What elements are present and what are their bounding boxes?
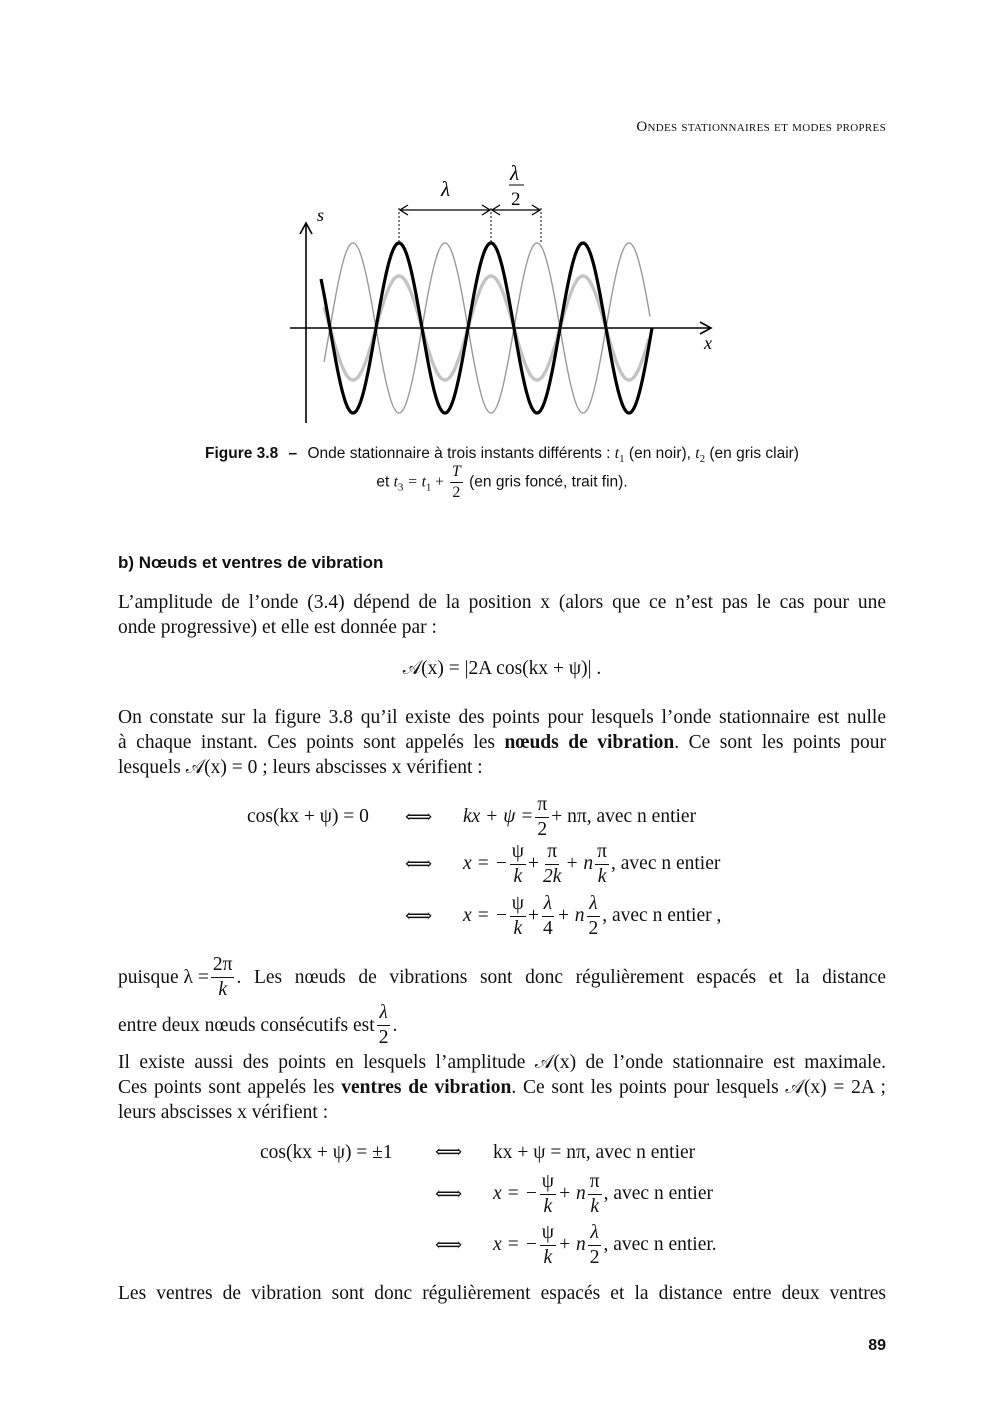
antinodes-eq-row3: ⟺ x = − $\frac{\psi}{k}$ + n $\frac{\lambda}{2}$ , avec n entier. — [435, 1222, 717, 1268]
nodes-eq-row2: ⟺ x = − $\frac{\psi}{k}$ + $\frac{\pi}{2k}$ + n $\frac{\pi}{k}$ , avec n entier — [405, 841, 721, 887]
paragraph-4: Il existe aussi des points en lesquels l’amplitude 𝒜(x) de l’onde stationnaire est maximale. Ces points sont appelés les ventres de vibration. Ce sont les points pour lesquels 𝒜(x) = 2A ; leurs abscisses x vérifient : — [118, 1052, 886, 1123]
axis-s-label: s — [317, 205, 325, 225]
section-title: b) Nœuds et ventres de vibration — [118, 553, 384, 572]
half-lambda-num: λ — [510, 161, 520, 185]
paragraph-5: Les ventres de vibration sont donc régulièrement espacés et la distance entre deux ventres — [118, 1283, 886, 1304]
paragraph-2: On constate sur la figure 3.8 qu’il existe des points pour lesquels l’onde stationnaire est nulle à chaque instant. Ces points sont appelés les nœuds de vibration. Ce sont les points pour lesquels 𝒜(x) = 0 ; leurs abscisses x vérifient : — [118, 707, 886, 778]
amplitude-equation: 𝒜(x) = |2A cos(kx + ψ)| . — [402, 658, 602, 679]
axis-x-label: x — [704, 333, 712, 353]
paragraph-1: L’amplitude de l’onde (3.4) dépend de la position x (alors que ce n’est pas le cas pour une onde progressive) et elle est donnée par : — [118, 592, 886, 638]
antinodes-eq-row1: cos(kx + ψ) = ±1 ⟺ kx + ψ = nπ, avec n entier — [260, 1141, 696, 1163]
nodes-eq-row1: cos(kx + ψ) = 0 ⟺ kx + ψ = $\frac{\pi}{2}$ + nπ, avec n entier — [247, 794, 697, 840]
standing-wave-figure — [270, 150, 740, 430]
running-header: Ondes stationnaires et modes propres — [636, 119, 886, 135]
lambda-label: λ — [441, 177, 451, 201]
figure-caption-line1: Figure 3.8 – Onde stationnaire à trois instants différents : $t_1$ (en noir), $t_2$ (en gris clair) — [205, 445, 799, 466]
t-over-2: $\frac{T}{2}$ — [451, 463, 461, 501]
figure-label: Figure 3.8 — [205, 445, 279, 462]
half-lambda-den: 2 — [511, 189, 521, 210]
nodes-eq-row3: ⟺ x = − $\frac{\psi}{k}$ + $\frac{\lambda}{4}$ + n $\frac{\lambda}{2}$ , avec n entier , — [405, 893, 722, 939]
figure-caption-line2: et $t_3 = t_1$ + $\frac{T}{2}$ (en gris foncé, trait fin). — [376, 463, 628, 501]
paragraph-3-line1: puisque λ = $\frac{2\pi}{k}$ . Les nœuds de vibrations sont donc régulièrement espacés et la distance — [118, 954, 886, 1000]
paragraph-3-line2: entre deux nœuds consécutifs est $\frac{\lambda}{2}$ . — [118, 1002, 398, 1048]
page-number: 89 — [868, 1337, 886, 1354]
antinodes-eq-row2: ⟺ x = − $\frac{\psi}{k}$ + n $\frac{\pi}{k}$ , avec n entier — [435, 1171, 713, 1217]
